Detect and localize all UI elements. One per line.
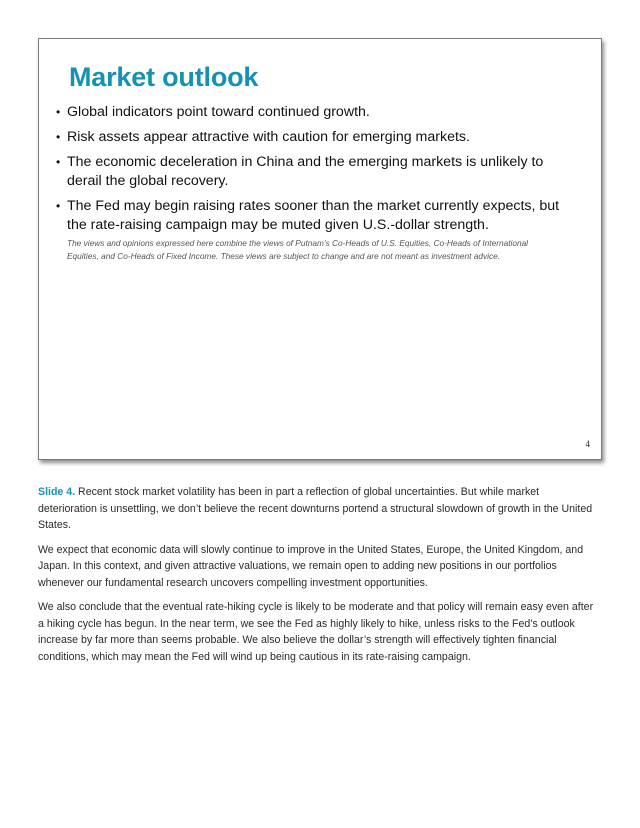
notes-text: Recent stock market volatility has been in part a reflection of global uncertainties. But while market deterioration is unsettling, we don’t believe the recent downturns portend a structural slowdown of growth in the United States.	[38, 486, 593, 531]
bullet-text: Global indicators point toward continued growth.	[67, 104, 370, 120]
bullet-dot-icon: •	[56, 155, 61, 169]
bullet-item	[56, 197, 576, 235]
bullet-list	[56, 103, 576, 241]
notes-paragraph: We expect that economic data will slowly continue to improve in the United States, Europe, the United Kingdom, and Japan. In this context, and given attractive valuations, we remain open to adding new positions in our portfolios whenever our fundamental research uncovers compelling investment opportunities.	[38, 543, 584, 589]
bullet-item	[56, 128, 576, 147]
bullet-dot-icon: •	[56, 199, 61, 213]
bullet-text: Risk assets appear attractive with caution for emerging markets.	[67, 129, 470, 145]
page-number: 4	[585, 439, 590, 449]
slide-label: Slide 4.	[38, 486, 76, 498]
bullet-item	[56, 103, 576, 122]
bullet-text: The Fed may begin raising rates sooner than the market currently expects, but the rate-raising campaign may be muted given U.S.-dollar strength.	[67, 198, 560, 233]
disclaimer: The views and opinions expressed here combine the views of Putnam’s Co-Heads of U.S. Equities, Co-Heads of International Equities, and Co-Heads of Fixed Income. These views are subject to change and are not meant as investment advice.	[67, 238, 529, 261]
bullet-item	[56, 153, 576, 191]
bullet-dot-icon: •	[56, 105, 61, 119]
slide-title: Market outlook	[69, 62, 259, 92]
slide	[38, 38, 602, 460]
bullet-text: The economic deceleration in China and the emerging markets is unlikely to derail the global recovery.	[67, 154, 544, 189]
notes-paragraph: We also conclude that the eventual rate-hiking cycle is likely to be moderate and that policy will remain easy even after a hiking cycle has begun. In the near term, we see the Fed as highly likely to hike, unless risks to the Fed’s outlook increase by far more than seems probable. We also believe the dollar’s strength will effectively tighten financial conditions, which may mean the Fed will wind up being cautious in its rate-raising campaign.	[38, 601, 594, 663]
speaker-notes	[38, 484, 596, 673]
bullet-dot-icon: •	[56, 130, 61, 144]
notes-paragraph	[38, 484, 596, 534]
